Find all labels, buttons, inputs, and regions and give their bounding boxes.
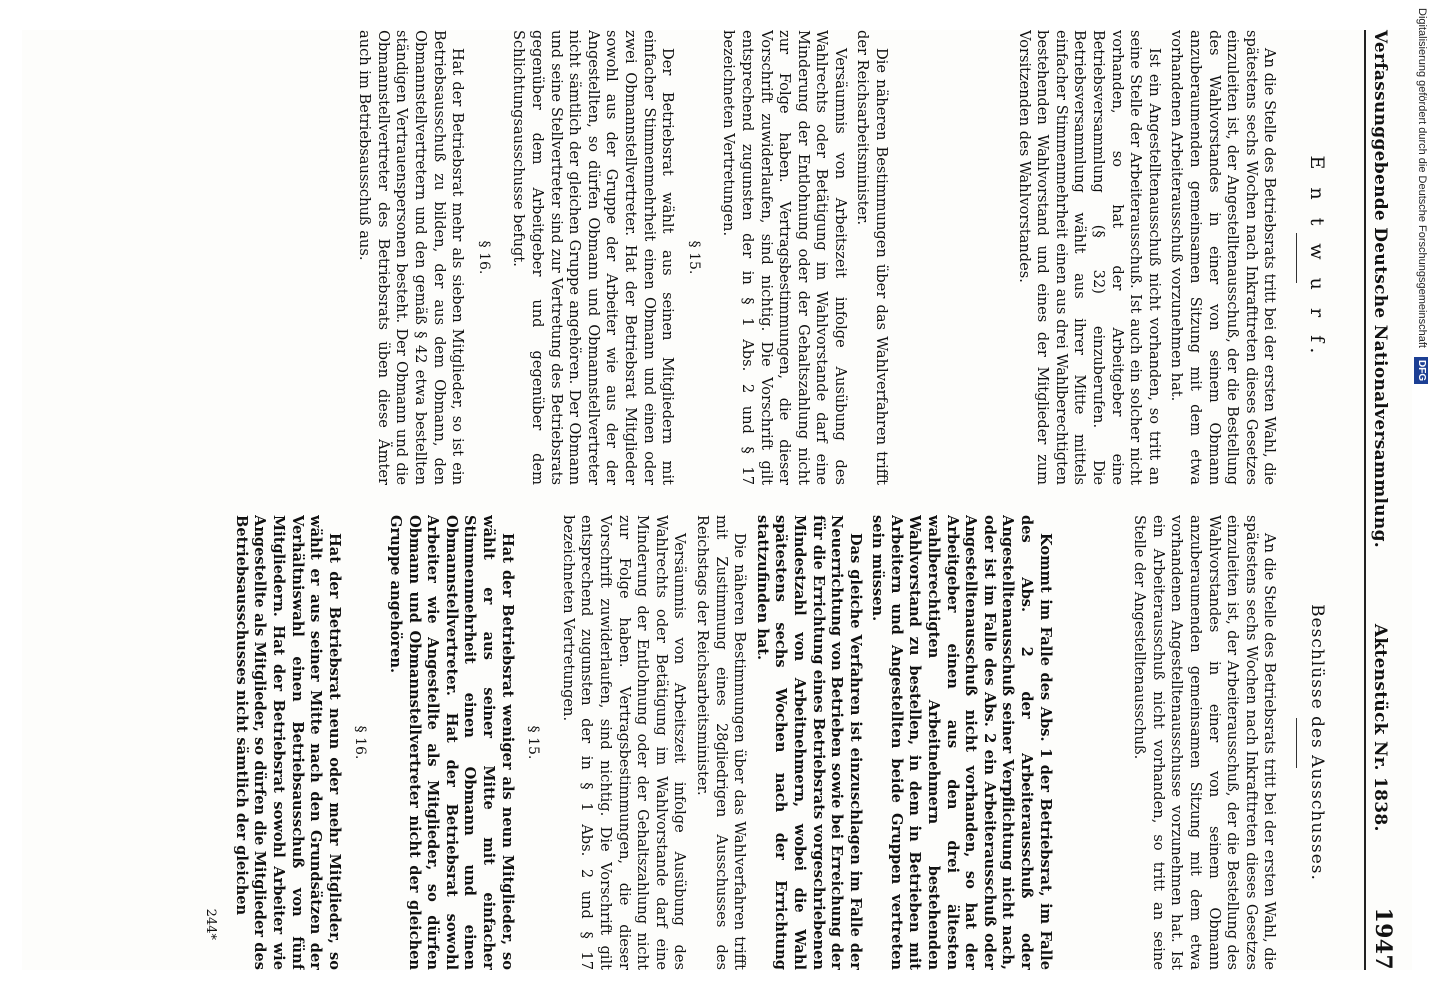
margin-strip	[1412, 8, 1432, 993]
draft-paragraph: An die Stelle des Betriebsrats tritt bei der ersten Wahl, die spätestens sechs Wochen nach Inkrafttreten dieses Gesetzes einzuleiten ist, der Angestelltenausschuß, der die Bestellung des Wahlvorstandes in einer von seinem Obmann anzuberaumenden gemeinsamen Sitzung mit dem etwa vorhandenen Arbeiterausschuß vorzunehmen hat.	[1168, 30, 1279, 485]
resolution-paragraph-bold: Kommt im Falle des Abs. 1 der Betriebsrat, im Falle des Abs. 2 der Arbeiterausschuß oder Angestelltenausschuß seiner Verpflichtung nicht nach, oder ist im Falle des Abs. 2 ein Arbeiterausschuß oder Angestelltenausschuß nicht vorhanden, so hat der Arbeitgeber einen aus den drei ältesten wahlberechtigten Arbeitnehmern bestehenden Wahlvorstand zu bestellen, in dem in Betrieben mit Arbeitern und Angestellten beide Gruppen vertreten sein müssen.	[869, 515, 1054, 970]
page-header	[1364, 30, 1412, 970]
resolution-paragraph-bold: Hat der Betriebsrat weniger als neun Mitglieder, so wählt er aus seiner Mitte mit einfacher Stimmenmehrheit einen Obmann und einen Obmannstellvertreter. Hat der Betriebsrat sowohl Arbeiter wie Angestellte als Mitglieder, so dürfen Obmann und Obmannstellvertreter nicht der gleichen Gruppe angehören.	[387, 515, 516, 970]
spacer	[890, 30, 1010, 485]
draft-paragraph: Hat der Betriebsrat mehr als sieben Mitglieder, so ist ein Betriebsausschuß zu bilden, der aus dem Obmann, den Obmannstellvertretern und den gemäß § 42 etwa bestellten ständigen Vertrauenspersonen besteht. Der Obmann und die Obmannstellvertreter des Betriebsrats üben diese Ämter auch im Betriebsausschuß aus.	[356, 30, 467, 485]
title-rule	[1296, 718, 1297, 768]
column-resolutions-title: Beschlüsse des Ausschusses.	[1307, 604, 1327, 881]
rotated-page-content	[22, 30, 1412, 970]
funding-note-text: Digitalisierung gefördert durch die Deutsche Forschungsgemeinschaft	[1416, 8, 1428, 348]
dfg-logo: DFG	[1414, 357, 1428, 384]
draft-paragraph: Der Betriebsrat wählt aus seinen Mitgliedern mit einfacher Stimmenmehrheit einen Obmann und einen oder zwei Obmannstellvertreter. Hat der Betriebsrat Mitglieder sowohl aus der Gruppe der Arbeiter wie aus der der Angestellten, so dürfen Obmann und Obmannstellvertreter nicht sämtlich der gleichen Gruppe angehören. Der Obmann und seine Stellvertreter sind zur Vertretung des Betriebsrats gegenüber dem Arbeitgeber und gegenüber dem Schlichtungsausschusse befugt.	[510, 30, 677, 485]
header-document-number: Aktenstück Nr. 1838.	[1370, 623, 1390, 832]
spacer	[1054, 515, 1126, 970]
signature-mark: 244*	[203, 908, 219, 940]
column-committee-resolutions	[32, 515, 1352, 970]
resolution-paragraph: Die näheren Bestimmungen über das Wahlverfahren trifft mit Zustimmung eines 28gliedrigen Ausschusses des Reichstags der Reichsarbeitsminister.	[693, 515, 749, 970]
draft-paragraph: Versäumnis von Arbeitszeit infolge Ausübung des Wahlrechts oder Betätigung im Wahlvorstande darf eine Minderung der Entlohnung oder der Gehaltszahlung nicht zur Folge haben. Vertragsbestimmungen, die dieser Vorschrift zuwiderlaufen, sind nichtig. Die Vorschrift gilt entsprechend zugunsten der in § 1 Abs. 2 und § 17 bezeichneten Vertretungen.	[720, 30, 849, 485]
resolution-paragraph: Versäumnis von Arbeitszeit infolge Ausübung des Wahlrechts oder Betätigung im Wahlvorstande darf eine Minderung der Entlohnung oder der Gehaltszahlung nicht zur Folge haben. Vertragsbestimmungen, die dieser Vorschrift zuwiderlaufen, sind nichtig. Die Vorschrift gilt entsprechend zugunsten der in § 1 Abs. 2 und § 17 bezeichneten Vertretungen.	[559, 515, 689, 970]
section-heading-16: § 16.	[475, 240, 492, 275]
title-rule	[1296, 233, 1297, 283]
draft-paragraph: Ist ein Angestelltenausschuß nicht vorhanden, so tritt an seine Stelle der Arbeiterausschuß. Ist auch ein solcher nicht vorhanden, so hat der Arbeitgeber eine Betriebsversammlung (§ 32) einzuberufen. Die Betriebsversammlung wählt aus ihrer Mitte mittels einfacher Stimmenmehrheit einen aus drei Wahlberechtigten bestehenden Wahlvorstand und eines der Mitglieder zum Vorsitzenden des Wahlvorstandes.	[1015, 30, 1163, 485]
draft-paragraph: Die näheren Bestimmungen über das Wahlverfahren trifft der Reichsarbeitsminister.	[854, 30, 891, 485]
page-number: 1947	[1370, 907, 1396, 970]
resolution-paragraph-bold: Hat der Betriebsrat neun oder mehr Mitglieder, so wählt er aus seiner Mitte nach den Grundsätzen der Verhältniswahl einen Betriebsausschuß von fünf Mitgliedern. Hat der Betriebsrat sowohl Arbeiter wie Angestellte als Mitglieder, so dürfen die Mitglieder des Betriebsausschusses nicht sämtlich der gleichen	[232, 515, 343, 970]
section-heading-16: § 16.	[352, 725, 369, 760]
resolution-paragraph-bold: Das gleiche Verfahren ist einzuschlagen im Falle der Neuerrichtung von Betrieben sowie bei Erreichung der für die Errichtung eines Betriebsrats vorgeschriebenen Mindestzahl von Arbeitnehmern, wobei die Wahl spätestens sechs Wochen nach der Errichtung stattzufinden hat.	[753, 515, 864, 970]
resolution-paragraph: An die Stelle des Betriebsrats tritt bei der ersten Wahl, die spätestens sechs Wochen nach Inkrafttreten dieses Gesetzes einzuleiten ist, der Arbeiterausschuß, der die Bestellung des Wahlvorstandes in einer von seinem Obmann anzuberaumenden gemeinsamen Sitzung mit dem etwa vorhandenen Angestelltenausschusse vorzunehmen hat. Ist ein Arbeiterausschuß nicht vorhanden, so tritt an seine Stelle der Angestelltenausschuß.	[1131, 515, 1279, 970]
header-title: Verfassunggebende Deutsche Nationalversammlung.	[1370, 30, 1390, 548]
column-draft-title: E n t w u r f.	[1306, 155, 1328, 360]
funding-note	[1412, 8, 1432, 993]
section-heading-15: § 15.	[525, 725, 542, 760]
column-draft	[32, 30, 1352, 485]
section-heading-15: § 15.	[685, 240, 702, 275]
